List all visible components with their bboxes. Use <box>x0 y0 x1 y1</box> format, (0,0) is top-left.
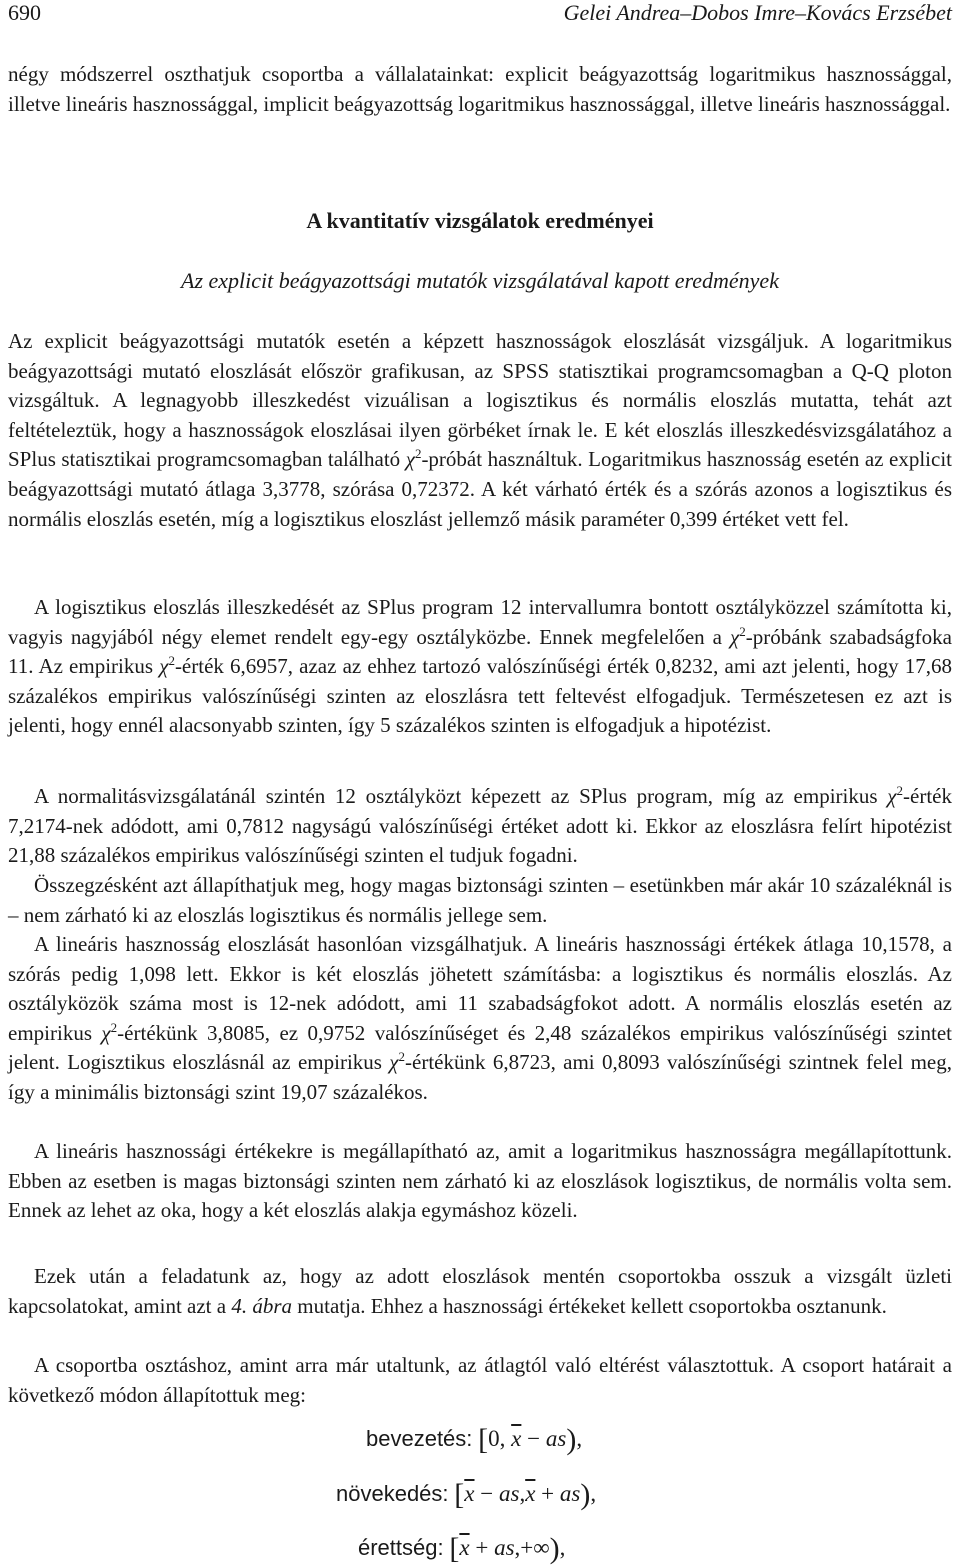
superscript: 2 <box>398 1049 406 1065</box>
math-comma: , <box>576 1426 583 1451</box>
formula-expression <box>449 1532 566 1565</box>
right-paren: ) <box>566 1423 577 1456</box>
math-comma: , <box>514 1535 521 1560</box>
formula-bevezetes <box>366 1424 582 1455</box>
p3-text-a: A normalitásvizsgálatánál szintén 12 osztályközt képezett az SPlus program, míg az empirikus <box>34 784 888 808</box>
superscript: 2 <box>110 1019 118 1035</box>
x-bar: $\overline{x}$ <box>459 1535 470 1560</box>
formula-label: érettség: <box>358 1535 444 1560</box>
math-comma: , <box>590 1481 597 1506</box>
formula-expression <box>478 1423 583 1456</box>
page-number: 690 <box>8 0 41 25</box>
p5-text-c: -értékünk 6,8723, ami 0,8093 valószínűségi szintnek felel meg, így a minimális biztonsági szint 19,07 százalékos. <box>8 1050 952 1104</box>
chi-symbol: χ <box>887 784 897 808</box>
paragraph-6: A lineáris hasznossági értékekre is megállapítható az, amit a logaritmikus hasznosságra megállapítottunk. Ebben az esetben is magas biztonsági szinten nem zárható ki az eloszlások logisztikus, de normális volta sem. Ennek az lehet az oka, hogy a két eloszlás alakja egymáshoz közeli. <box>8 1139 952 1223</box>
chi-symbol: χ <box>730 624 740 649</box>
plus-sign: + <box>535 1481 560 1506</box>
x-bar: $\overline{x}$ <box>511 1426 522 1451</box>
left-bracket: [ <box>454 1478 465 1511</box>
figure-reference: 4. ábra <box>231 1293 293 1318</box>
formula-label: növekedés: <box>336 1481 449 1506</box>
right-paren: ) <box>549 1532 560 1565</box>
minus-sign: − <box>521 1426 546 1451</box>
superscript: 2 <box>168 653 175 669</box>
p2-text-b: -próbánk szabadságfoka 11. Az empirikus <box>8 624 952 679</box>
paragraph-2 <box>8 593 952 741</box>
chi-symbol: χ <box>389 1050 399 1075</box>
left-bracket: [ <box>449 1532 460 1565</box>
math-as: as <box>494 1535 515 1560</box>
section-subheading: Az explicit beágyazottsági mutatók vizsgálatával kapott eredmények <box>181 268 779 293</box>
formula-label: bevezetés: <box>366 1426 473 1451</box>
p2-text-c: -érték 6,6957, azaz az ehhez tartozó valószínűségi érték 0,8232, ami azt jelenti, hogy 17,68 százalékos empirikus valószínűségi szinten az eloszlásra tett feltevést elfogadjuk. Természetesen ez azt is jelenti, hogy ennél alacsonyabb szinten, így 5 százalékos szinten is elfogadjuk a hipotézist. <box>8 654 952 738</box>
p3-text-b: -érték 7,2174-nek adódott, ami 0,7812 nagyságú valószínűségi értéket adott ki. Ekkor az eloszlásra felírt hipotézist 21,88 százalékos empirikus valószínűségi szinten el tudjuk fogadni. <box>8 784 952 868</box>
math-as: as <box>545 1426 567 1451</box>
chi-symbol: χ <box>405 447 415 472</box>
paragraph-4: Összegzésként azt állapíthatjuk meg, hogy magas biztonsági szinten – esetünkben már akár 10 százaléknál is – nem zárható ki az eloszlás logisztikus és normális jellege sem. <box>8 873 952 927</box>
math-comma: , <box>559 1535 566 1560</box>
section-heading: A kvantitatív vizsgálatok eredményei <box>306 208 654 233</box>
right-paren: ) <box>580 1478 591 1511</box>
page-header <box>8 0 952 26</box>
chi-symbol: χ <box>101 1020 111 1045</box>
paragraph-5 <box>8 930 952 1108</box>
superscript: 2 <box>739 623 746 639</box>
p1-text-b: -próbát használtuk. Logaritmikus hasznosság esetén az explicit beágyazottsági mutató átlaga 3,3778, szórása 0,72372. A két várható érték és a szórás azonos a logisztikus és normális eloszlás esetén, míg a logisztikus eloszlást jellemző másik paraméter 0,399 értéket vett fel. <box>8 447 952 531</box>
x-bar: $\overline{x}$ <box>464 1481 475 1506</box>
formula-erettseg <box>358 1533 565 1564</box>
p2-text-a: A logisztikus eloszlás illeszkedését az SPlus program 12 intervallumra bontott osztályközzel számította ki, vagyis nagyjából négy elemet rendelt egy-egy osztályközbe. Ennek megfelelően a <box>8 595 952 649</box>
superscript: 2 <box>414 446 422 462</box>
formula-expression <box>454 1478 597 1511</box>
paragraph-3 <box>8 782 952 871</box>
p1-text-a: Az explicit beágyazottsági mutatók esetén a képzett hasznosságok eloszlását vizsgáljuk. A logaritmikus beágyazottsági mutató eloszlását először grafikusan, az SPSS statisztikai programcsomagban a Q-Q ploton vizsgáltuk. A legnagyobb illeszkedést vizuálisan a logisztikus és normális eloszlás mutatta, tehát azt feltételeztük, hogy a hasznosságok eloszlásai ilyen görbéket írnak le. E két eloszlás illeszkedésvizsgálatához a SPlus statisztikai programcsomagban található <box>8 329 952 472</box>
math-zero: 0, <box>488 1426 506 1451</box>
p5-text-b: -értékünk 3,8085, ez 0,9752 valószínűséget és 2,48 százalékos empirikus valószínűségi szintet jelent. Logisztikus eloszlásnál az empirikus <box>8 1020 952 1075</box>
x-bar: $\overline{x}$ <box>525 1481 536 1506</box>
formula-novekedes <box>336 1479 596 1510</box>
minus-sign: − <box>474 1481 499 1506</box>
intro-paragraph: négy módszerrel oszthatjuk csoportba a vállalatainkat: explicit beágyazottság logaritmikus hasznossággal, illetve lineáris hasznossággal, implicit beágyazottság logaritmikus hasznossággal, illetve lineáris hasznossággal. <box>8 62 952 116</box>
math-comma: , <box>519 1481 526 1506</box>
p7-text-b: mutatja. Ehhez a hasznossági értékeket kellett csoportokba osztanunk. <box>292 1293 887 1318</box>
superscript: 2 <box>896 783 904 798</box>
math-as: as <box>559 1481 581 1506</box>
running-title: Gelei Andrea–Dobos Imre–Kovács Erzsébet <box>563 0 952 25</box>
paragraph-1 <box>8 327 952 534</box>
paragraph-7 <box>8 1262 952 1321</box>
chi-symbol: χ <box>159 654 169 679</box>
plus-sign: + <box>469 1535 495 1560</box>
left-bracket: [ <box>478 1423 489 1456</box>
plus-infinity: +∞ <box>520 1535 550 1560</box>
p5-text-a: A lineáris hasznosság eloszlását hasonlóan vizsgálhatjuk. A lineáris hasznossági értékek átlaga 10,1578, a szórás pedig 1,098 lett. Ekkor is két eloszlás jöhetett számításba: a logisztikus és normális eloszlás. Az osztályközök száma most is 12-nek adódott, ami 11 szabadságfokot adott. A normális eloszlás esetén az empirikus <box>8 932 952 1045</box>
p7-text-a: Ezek után a feladatunk az, hogy az adott eloszlások mentén csoportokba osszuk a vizsgált üzleti kapcsolatokat, amint azt a <box>8 1264 952 1318</box>
math-as: as <box>498 1481 520 1506</box>
paragraph-8: A csoportba osztáshoz, amint arra már utaltunk, az átlagtól való eltérést választottuk. A csoport határait a következő módon állapítottuk meg: <box>8 1353 952 1407</box>
